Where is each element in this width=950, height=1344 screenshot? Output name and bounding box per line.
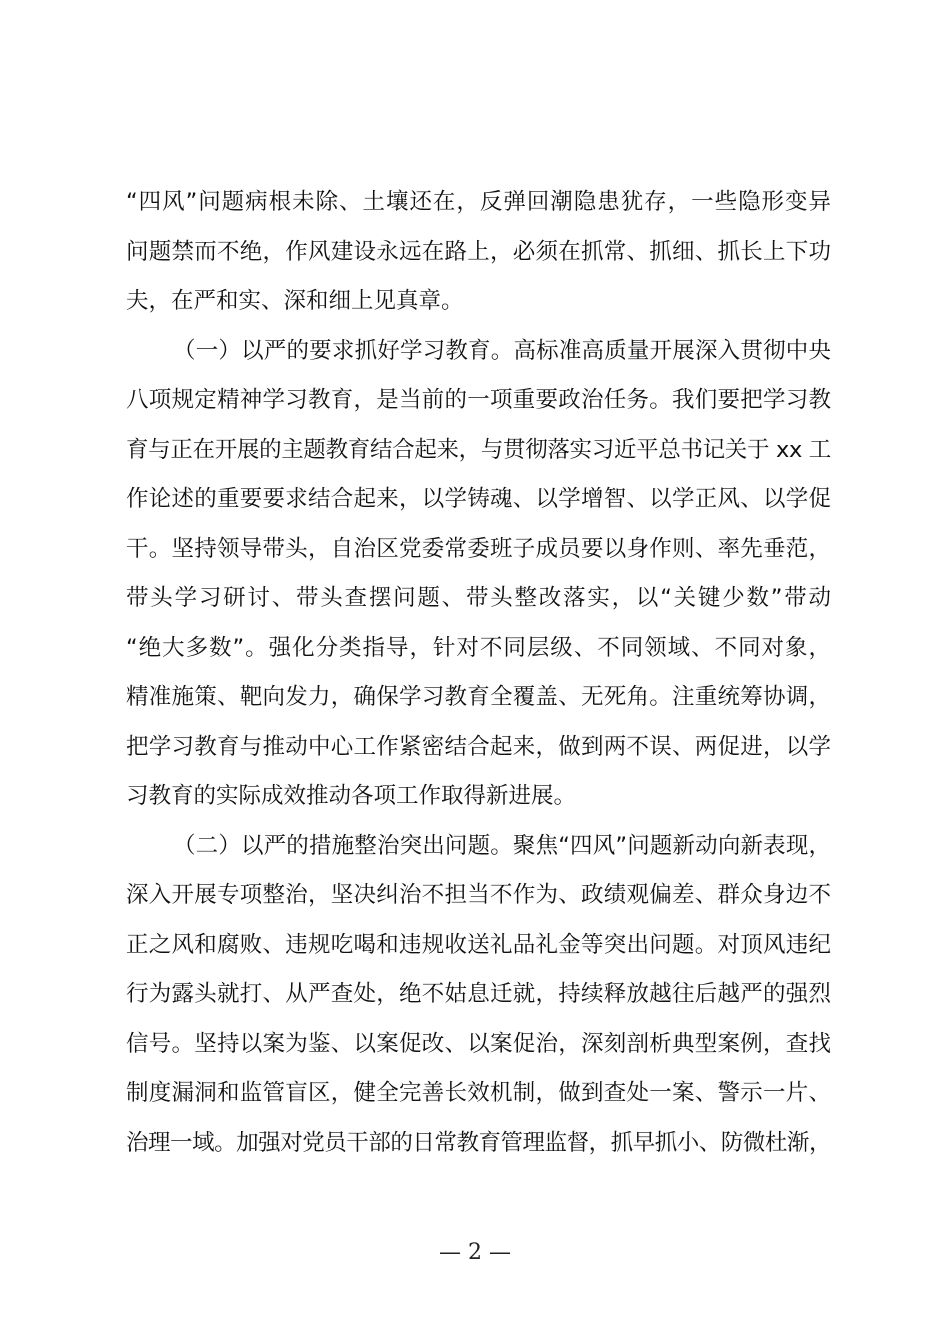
- text-line: 信号。坚持以案为鉴、以案促改、以案促治，深刻剖析典型案例，查找: [126, 1030, 831, 1057]
- text-line: 把学习教育与推动中心工作紧密结合起来，做到两不误、两促进，以学: [126, 733, 831, 760]
- text-line: 干。坚持领导带头，自治区党委常委班子成员要以身作则、率先垂范，: [126, 535, 831, 562]
- text-line: 制度漏洞和监管盲区，健全完善长效机制，做到查处一案、警示一片、: [126, 1080, 831, 1106]
- text-line: 八项规定精神学习教育，是当前的一项重要政治任务。我们要把学习教: [126, 387, 831, 413]
- document-body: [126, 178, 831, 1168]
- text-line: “四风”问题病根未除、土壤还在，反弹回潮隐患犹存，一些隐形变异: [126, 189, 831, 215]
- text-line: （一）以严的要求抓好学习教育。高标准高质量开展深入贯彻中央: [173, 337, 831, 364]
- text-line: 治理一域。加强对党员干部的日常教育管理监督，抓早抓小、防微杜渐，: [126, 1129, 831, 1156]
- text-line: 行为露头就打、从严查处，绝不姑息迁就，持续释放越往后越严的强烈: [126, 981, 831, 1007]
- text-line: 精准施策、靶向发力，确保学习教育全覆盖、无死角。注重统筹协调，: [126, 684, 831, 710]
- text-line: 作论述的重要要求结合起来，以学铸魂、以学增智、以学正风、以学促: [126, 486, 831, 512]
- text-line: 问题禁而不绝，作风建设永远在路上，必须在抓常、抓细、抓长上下功: [126, 238, 831, 265]
- text-line: 夫，在严和实、深和细上见真章。: [126, 288, 464, 314]
- text-line: 育与正在开展的主题教育结合起来，与贯彻落实习近平总书记关于 xx 工: [126, 436, 831, 463]
- text-line: 正之风和腐败、违规吃喝和违规收送礼品礼金等突出问题。对顶风违纪: [126, 931, 831, 958]
- page-number: — 2 —: [439, 1240, 511, 1265]
- text-line: 深入开展专项整治，坚决纠治不担当不作为、政绩观偏差、群众身边不: [126, 882, 831, 908]
- text-line: “绝大多数”。强化分类指导，针对不同层级、不同领域、不同对象，: [126, 634, 831, 661]
- text-line: 带头学习研讨、带头查摆问题、带头整改落实，以“关键少数”带动: [126, 585, 831, 611]
- text-line: 习教育的实际成效推动各项工作取得新进展。: [126, 783, 577, 809]
- text-line: （二）以严的措施整治突出问题。聚焦“四风”问题新动向新表现，: [173, 832, 831, 859]
